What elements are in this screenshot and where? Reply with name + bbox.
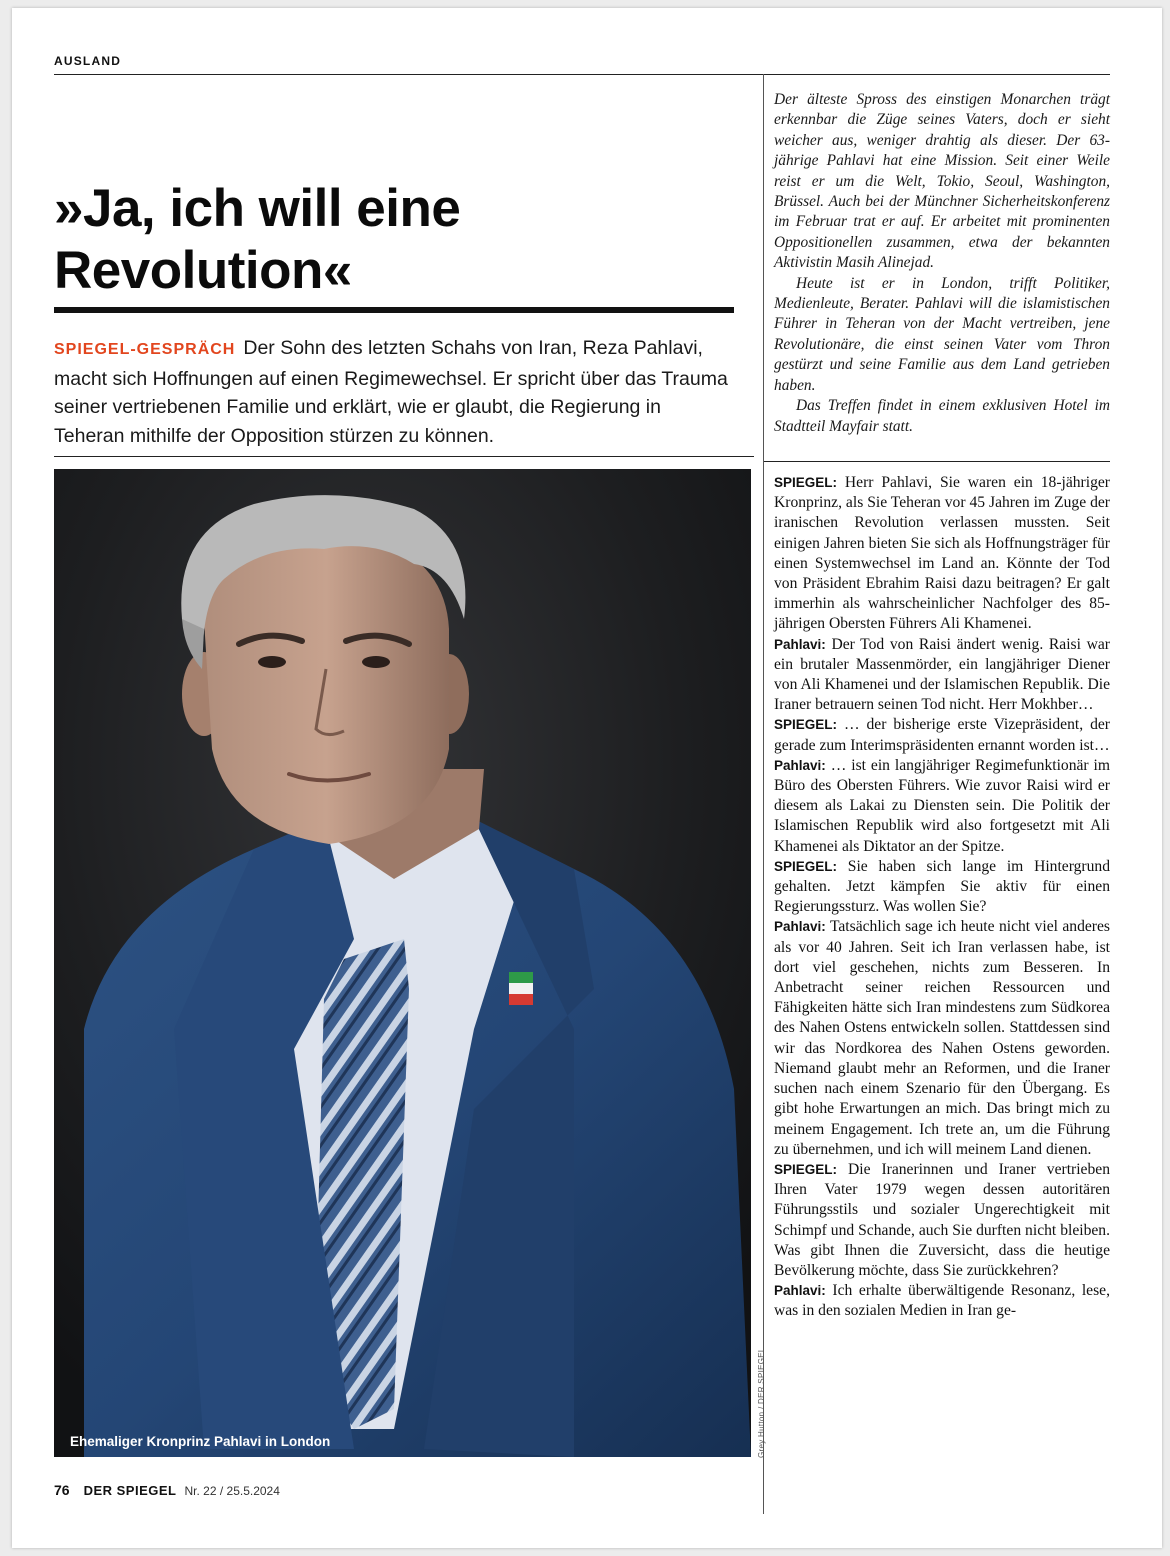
column-divider: [763, 74, 764, 1514]
intro-text: [774, 90, 1110, 437]
photo-caption: Ehemaliger Kronprinz Pahlavi in London: [70, 1434, 331, 1449]
deck-kicker: SPIEGEL-GESPRÄCH: [54, 341, 236, 358]
intro-paragraph: Das Treffen findet in einem exklusiven Hotel im Stadtteil Mayfair statt.: [774, 397, 1110, 435]
deck-rule: [54, 456, 754, 457]
speaker-label: SPIEGEL:: [774, 858, 838, 874]
speaker-label: Pahlavi:: [774, 1283, 826, 1299]
headline-rule: [54, 307, 734, 313]
turn-text: Der Tod von Raisi ändert wenig. Raisi war ein brutaler Massenmörder, ein langjähriger Diener von Ali Khamenei und der Islamischen Republik. Die Iraner betrauern seinen Tod nicht. Herr Mokhber…: [774, 635, 1110, 714]
speaker-label: Pahlavi:: [774, 636, 826, 652]
turn-text: Sie haben sich lange im Hintergrund gehalten. Jetzt kämpfen Sie aktiv für einen Regierungssturz. Was wollen Sie?: [774, 857, 1111, 916]
speaker-label: Pahlavi:: [774, 919, 826, 935]
interview-text: [774, 473, 1110, 1322]
speaker-label: SPIEGEL:: [774, 717, 838, 733]
turn-text: Herr Pahlavi, Sie waren ein 18-jähriger Kronprinz, als Sie Teheran vor 45 Jahren im Zuge der iranischen Revolution verlassen mussten. Seit einigen Jahren bieten Sie sich als Hoffnungsträger für einen Systemwechsel im Land an. Könnte der Tod von Präsident Ebrahim Raisi dazu beitragen? Er galt immerhin als wahrscheinlicher Nachfolger des 85-jährigen Obersten Führers Ali Khamenei.: [774, 474, 1110, 633]
flag-pin: [509, 972, 533, 1005]
speaker-label: SPIEGEL:: [774, 475, 838, 490]
interview-turn: [774, 1160, 1110, 1281]
page-number: 76: [54, 1482, 70, 1498]
deck-text: Der Sohn des letzten Schahs von Iran, Reza Pahlavi, macht sich Hoffnungen auf einen Regimewechsel. Er spricht über das Trauma seiner vertriebenen Familie und erklärt, wie er glaubt, die Regierung in Teheran mithilfe der Opposition stürzen zu können.: [54, 337, 728, 447]
turn-text: Ich erhalte überwältigende Resonanz, lese, was in den sozialen Medien in Iran ge-: [774, 1282, 1110, 1320]
portrait-illustration: [54, 469, 751, 1457]
headline: »Ja, ich will eine Revolution«: [54, 179, 461, 300]
interview-turn: [774, 857, 1110, 918]
speaker-label: Pahlavi:: [774, 757, 826, 773]
page-footer: [54, 1482, 280, 1498]
intro-rule: [764, 461, 1110, 462]
interview-turn: [774, 1281, 1110, 1321]
brand-name: DER SPIEGEL: [83, 1483, 177, 1498]
intro-paragraph: Der älteste Spross des einstigen Monarchen trägt erkennbar die Züge seines Vaters, doch er sieht weicher aus, weniger drahtig als dieser. Der 63-jährige Pahlavi hat eine Mission. Seit einer Weile reist er um die Welt, Tokio, Seoul, Washington, Brüssel. Auch bei der Münchner Sicherheitskonferenz im Februar trat er auf. Er arbeitet mit prominenten Oppositionellen zusammen, etwa der bekannten Aktivistin Masih Alinejad.: [774, 91, 1110, 272]
turn-text: Tatsächlich sage ich heute nicht viel anderes als vor 40 Jahren. Seit ich Iran verlassen habe, ist dort viel geschehen, nichts zum Besseren. In Anbetracht seiner reichen Ressourcen und Fähigkeiten hätte sich Iran mindestens zum Südkorea des Nahen Ostens entwickeln sollen. Stattdessen sind wir das Nordkorea des Nahen Ostens geworden. Niemand glaubt mehr an Reformen, und die Iraner suchen nach einem Szenario für den Übergang. Es gibt hohe Erwartungen an mich. Das bringt mich zu meinem Engagement. Ich trete an, um die Führung zu übernehmen, und ich will meinem Land dienen.: [774, 918, 1110, 1158]
issue-info: Nr. 22 / 25.5.2024: [184, 1484, 280, 1498]
section-label: AUSLAND: [54, 54, 122, 68]
interview-turn: [774, 473, 1110, 635]
magazine-page: [12, 8, 1162, 1548]
turn-text: Die Iranerinnen und Iraner vertrieben Ihren Vater 1979 wegen dessen autoritären Führungsstils und sozialer Ungerechtigkeit mit Schimpf und Schande, auch Sie durften nicht bleiben. Was gibt Ihnen die Zuversicht, dass die heutige Bevölkerung möchte, dass Sie zurückkehren?: [774, 1160, 1110, 1279]
intro-paragraph: Heute ist er in London, trifft Politiker, Medienleute, Berater. Pahlavi will die islamistischen Führer in Teheran von der Macht vertreiben, jene Revolutionäre, die einst seinen Vater vom Thron gestürzt und seine Familie aus dem Land getrieben haben.: [774, 274, 1110, 394]
interview-turn: [774, 917, 1110, 1159]
deck: [54, 334, 734, 450]
turn-text: … der bisherige erste Vizepräsident, der gerade zum Interimspräsidenten ernannt worden ist…: [774, 716, 1110, 754]
top-rule: [54, 74, 1110, 75]
portrait-photo: [54, 469, 751, 1457]
speaker-label: SPIEGEL:: [774, 1161, 838, 1177]
turn-text: … ist ein langjähriger Regimefunktionär im Büro des Obersten Führers. Wie zuvor Raisi wird er diesem als Lakai zu Diensten sein. Die Politik der Islamischen Republik wird also fortgesetzt mit Ali Khamenei als Diktator an der Spitze.: [774, 756, 1110, 855]
interview-turn: [774, 715, 1110, 755]
interview-turn: [774, 635, 1110, 716]
interview-turn: [774, 756, 1110, 857]
photo-credit: Grey Hutton / DER SPIEGEL: [757, 1347, 766, 1458]
